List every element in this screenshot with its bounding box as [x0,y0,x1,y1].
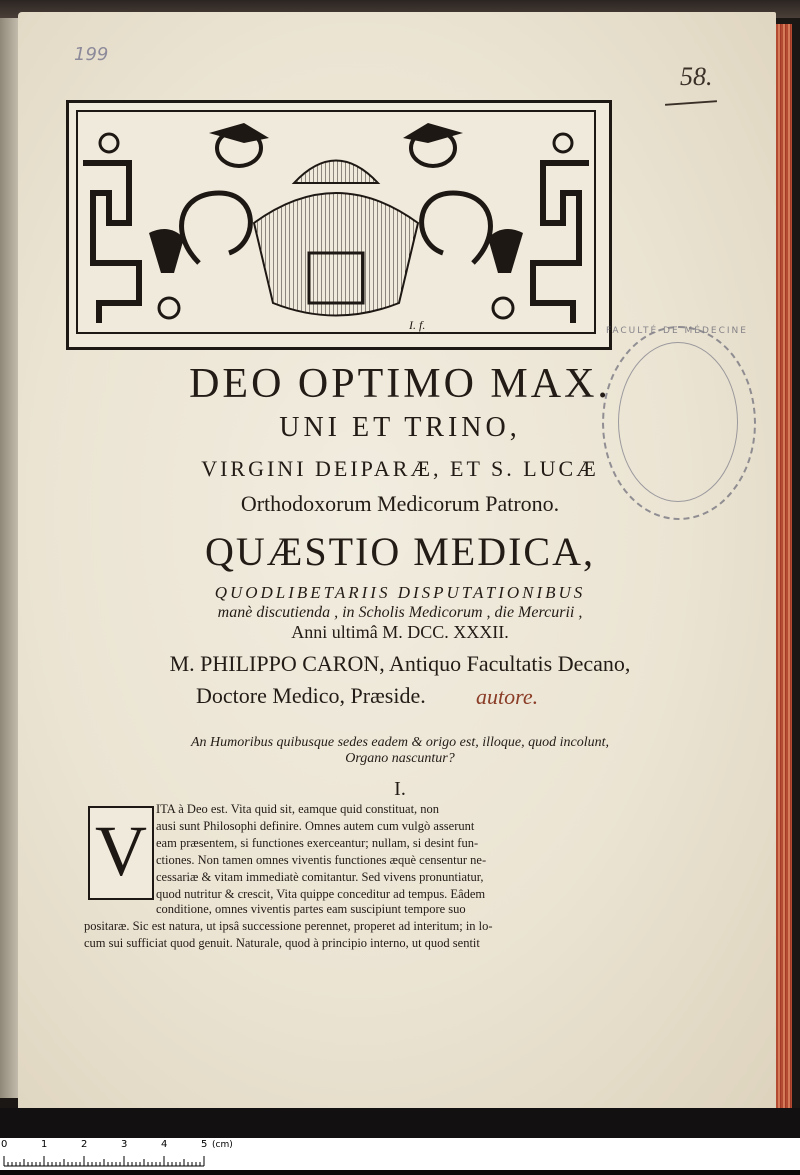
bottom-shadow [0,1108,800,1138]
drop-cap-letter: V [95,811,147,891]
scale-label: 3 [121,1139,128,1150]
body-line: eam præsentem, si functiones exerceantur; nullam, si desint fun- [156,836,479,850]
scale-label: 1 [41,1139,48,1150]
pencil-number: 199 [74,44,109,65]
body-line: ITA à Deo est. Vita quid sit, eamque quid constituat, non [156,802,440,816]
main-title: QUÆSTIO MEDICA, [205,529,595,574]
headpiece-ornament-image [69,103,603,341]
folio-number: 58. [680,62,713,91]
engraver-signature: I. f. [409,318,426,332]
scale-unit: (cm) [212,1140,233,1150]
handwritten-annotation: autore. [476,684,539,709]
scale-label: 5 [201,1139,208,1150]
stamp-text: FACULTÉ DE MÉDECINE [606,326,748,336]
scale-label: 2 [81,1139,88,1150]
dedication-line-2: UNI ET TRINO, [279,412,521,443]
body-line: ausi sunt Philosophi definire. Omnes autem cum vulgò asserunt [156,819,475,833]
ornamental-headpiece [66,100,612,350]
body-line: quod nutritur & crescit, Vita quippe conceditur ad tempus. Eâdem [156,887,486,901]
question-line-1: An Humoribus quibusque sedes eadem & origo est, illoque, quod incolunt, [190,735,610,750]
dedication-line-4: Orthodoxorum Medicorum Patrono. [240,491,560,516]
section-number: I. [394,778,406,800]
dedication-line-1: DEO OPTIMO MAX. [189,361,611,407]
body-line: cum sui sufficiat quod genuit. Naturale, quod à principio interno, ut quod sentit [84,936,480,950]
question-line-2: Organo nascuntur? [345,751,455,766]
dedication-line-3: VIRGINI DEIPARÆ, ET S. LUCÆ [201,456,599,481]
body-line: cessariæ & vitam immediatè comitantur. Sed vivens pronuntiatur, [156,870,484,884]
date-line: Anni ultimâ M. DCC. XXXII. [291,622,509,642]
body-line: conditione, omnes viventis partes eam suscipiunt tempore suo [156,902,466,916]
drop-cap [88,806,154,900]
scale-label: 4 [161,1139,168,1150]
subtitle-line-1: QUODLIBETARIIS DISPUTATIONIBUS [214,583,586,602]
body-line: ctiones. Non tamen omnes viventis functiones æquè censentur ne- [156,853,487,867]
president-line-1: M. PHILIPPO CARON, Antiquo Facultatis Decano, [169,651,631,676]
president-line-2: Doctore Medico, Præside. [196,683,426,708]
measurement-scale [0,1138,800,1170]
body-line: positaræ. Sic est natura, ut ipsâ successione perennet, properet ad interitum; in lo- [84,919,493,933]
subtitle-line-2: manè discutienda , in Scholis Medicorum , die Mercurii , [217,604,583,621]
scale-label: 0 [1,1139,8,1150]
